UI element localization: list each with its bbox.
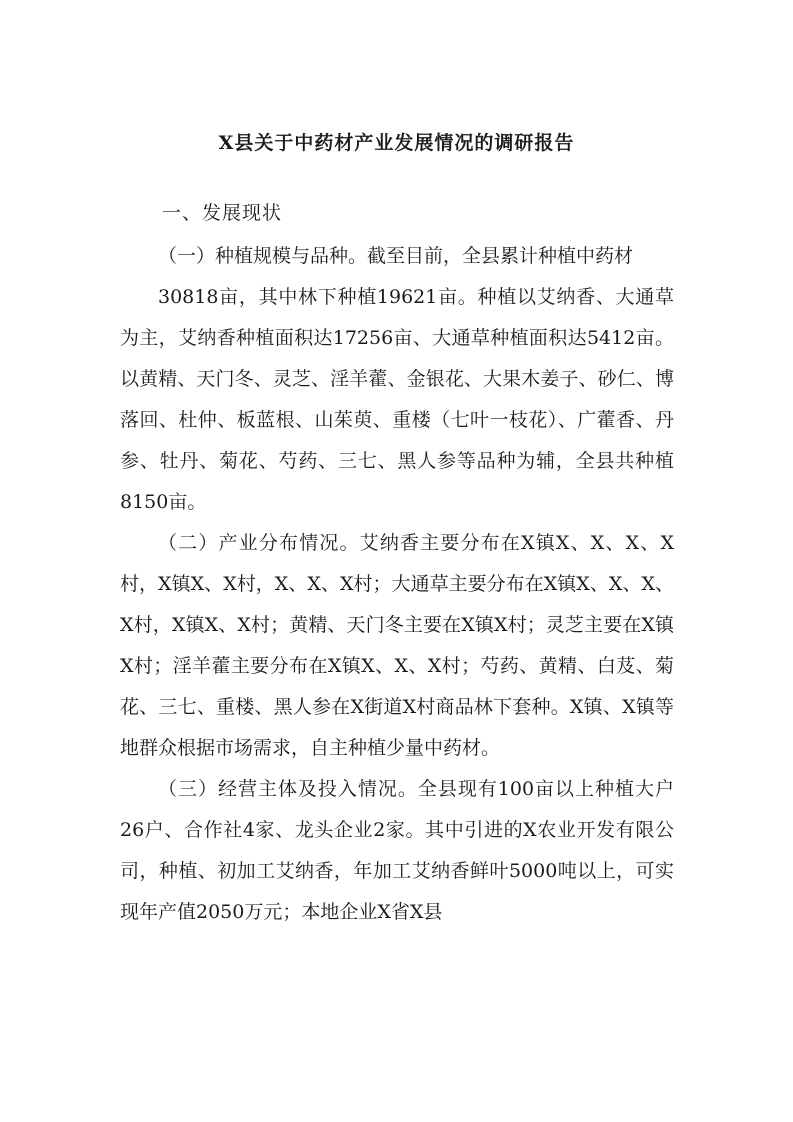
document-title: X县关于中药材产业发展情况的调研报告 — [218, 132, 575, 154]
paragraph-planting-scale: （一）种植规模与品种。截至目前，全县累计种植中药材 — [158, 245, 634, 267]
paragraph-planting-area: 30818亩，其中林下种植19621亩。种植以艾纳香、大通草为主，艾纳香种植面积达17256亩、大通草种植面积达5412亩。以黄精、天门冬、灵芝、淫羊藿、金银花、大果木姜子、砂仁、博落回、杜仲、板蓝根、山茱萸、重楼（七叶一枝花）、广藿香、丹参、牡丹、菊花、芍药、三七、黑人参等品种为辅，全县共种植8150亩。 — [120, 286, 674, 513]
paragraph-business-entities: （三）经营主体及投入情况。全县现有100亩以上种植大户26户、合作社4家、龙头企业2家。其中引进的X农业开发有限公司，种植、初加工艾纳香，年加工艾纳香鲜叶5000吨以上，可实现年产值2050万元；本地企业X省X县 — [120, 778, 674, 923]
paragraph-industry-distribution: （二）产业分布情况。艾纳香主要分布在X镇X、X、X、X村，X镇X、X村，X、X、X村；大通草主要分布在X镇X、X、X、X村，X镇X、X村；黄精、天门冬主要在X镇X村；灵芝主要在X镇X村；淫羊藿主要分布在X镇X、X、X村；芍药、黄精、白芨、菊花、三七、重楼、黑人参在X街道X村商品林下套种。X镇、X镇等地群众根据市场需求，自主种植少量中药材。 — [120, 532, 674, 759]
section-heading: 一、发展现状 — [162, 202, 283, 224]
document-body — [120, 236, 674, 933]
